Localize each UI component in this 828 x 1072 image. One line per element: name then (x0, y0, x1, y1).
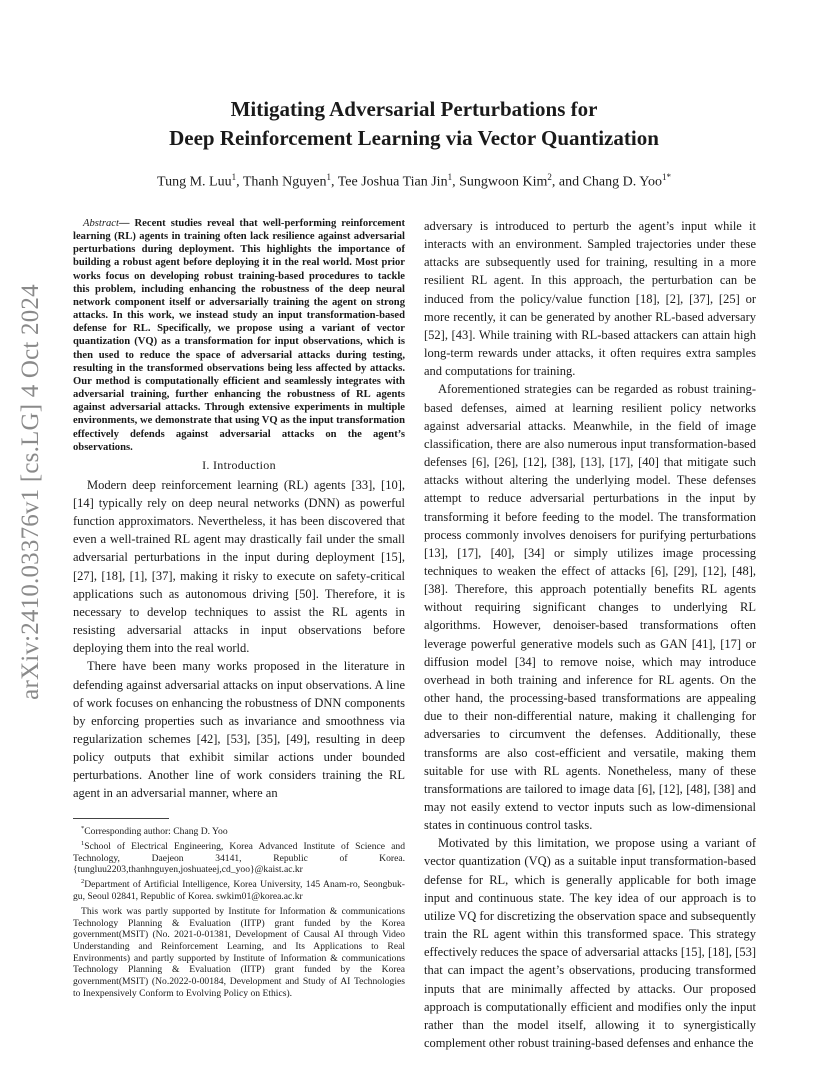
footnote-text: This work was partly supported by Institute for Information & communications Technology Planning & Evaluation (IITP) grant funded by the Korea government(MSIT) (No. 2021-0-01381, Development of Causal AI through Video Understanding and Reinforcement Learning, and Its Applications to Real Environments) and partly supported by Institute of Information & communications Technology Planning & Evaluation (IITP) grant funded by the Korea government(MSIT) (No.2022-0-00184, Development and Study of AI Technologies to Inexpensively Conform to Evolving Policy on Ethics). (73, 905, 405, 999)
footnote-text: Department of Artificial Intelligence, Korea University, 145 Anam-ro, Seongbuk-gu, Seoul 02841, Republic of Korea. swkim01@korea.ac.kr (73, 879, 405, 903)
footnote (73, 823, 405, 838)
arxiv-stamp (8, 282, 54, 702)
author-affiliation: 1* (661, 172, 671, 182)
section-heading: I. Introduction (202, 457, 276, 472)
body-paragraph: Motivated by this limitation, we propose using a variant of vector quantization (VQ) as a suitable input transformation-based defense for RL, which is generally applicable for both image input and continuous state. The key idea of our approach is to utilize VQ for discretizing the observation space and subsequently train the RL agent within this transformed space. This strategy effectively reduces the space of adversarial attacks [15], [18], [53] that can impact the agent’s observations, producing transformed inputs that are minimally affected by attacks. Our proposed approach is computationally efficient and modifies only the input rather than the model itself, allowing it to synergistically complement other robust training-based defenses and enhance the (424, 836, 756, 1051)
footnote-text: Corresponding author: Chang D. Yoo (84, 826, 228, 838)
author-list: Tung M. Luu$^1$, Thanh Nguyen$^1$, Tee Joshua Tian Jin$^1$, Sungwoon Kim$^2$, and Chang D. Yoo$^{1*}$ (157, 172, 671, 190)
footnote (73, 876, 405, 903)
author-name: Tee Joshua Tian Jin (337, 174, 448, 190)
title-line-1: Mitigating Adversarial Perturbations for (230, 97, 598, 121)
author-affiliation: 1 (326, 172, 331, 182)
footnote-mark: 2 (81, 878, 85, 886)
body-paragraph: There have been many works proposed in the literature in defending against adversarial attacks on input observations. A line of work focuses on enhancing the robustness of DNN components by enforcing properties such as invariance and smoothness via regularization schemes [42], [53], [35], [49], resulting in deep policy outputs that exhibit similar actions under bounded perturbations. Another line of work considers training the RL agent in an adversarial manner, where an (73, 659, 405, 801)
author-name: Thanh Nguyen (242, 174, 327, 190)
author-affiliation: 2 (547, 172, 552, 182)
abstract (73, 217, 405, 454)
footnote-mark: * (81, 825, 85, 832)
body-paragraph: Aforementioned strategies can be regarded as robust training-based defenses, aimed at learning resilient policy networks against adversarial attacks. Meanwhile, in the field of image classification, there are also numerous input transformation-based defenses [6], [26], [12], [38], [13], [17], [40] that mitigate such attacks without altering the underlying model. These defenses attempt to reduce adversarial perturbations in the input by transforming it before feeding to the model. The transformation process commonly involves denoisers for purifying perturbations [13], [17], [40], [34] or simply utilizes image processing techniques to weaken the effect of attacks [6], [29], [12], [48], [38]. Therefore, this approach potentially benefits RL agents without requiring significant changes to underlying RL algorithms. However, denoiser-based transformations often leverage powerful generative models such as GAN [41], [17] or diffusion model [34] to remove noise, which may introduce overhead in both training and inference for RL agents. On the other hand, the processing-based transformations are appealing due to their non-differential nature, making it challenging for adversaries to circumvent the defenses. Additionally, these transforms are also cost-efficient and versatile, making them suitable for use with RL agents. Nonetheless, many of these transformations are tailored to image data [6], [12], [48], [38] and may not easily extend to vector inputs such as low-dimensional states in continuous control tasks. (424, 382, 756, 833)
footnote (73, 903, 405, 1000)
left-column (73, 217, 405, 803)
author-name: Chang D. Yoo (582, 174, 662, 190)
body-paragraph: adversary is introduced to perturb the agent’s input while it interacts with an environment. Sampled trajectories under these attacks are subsequently used for training, resulting in a more resilient RL agent. In this approach, the perturbation can be induced from the policy/value function [18], [2], [37], [25] or more recently, it can be generated by another RL-based adversary [52], [43]. While training with RL-based attackers can attain high long-term rewards under attacks, it often requires extra samples and computations for training. (424, 219, 756, 379)
arxiv-id: arXiv:2410.03376v1 [cs.LG] 4 Oct 2024 (17, 284, 45, 700)
footnote-divider (73, 818, 169, 819)
footnote-text: School of Electrical Engineering, Korea Advanced Institute of Science and Technology, Daejeon 34141, Republic of Korea. {tungluu2203,thanhnguyen,joshuateej,cd_yoo}@kaist.ac.kr (73, 841, 405, 876)
author-affiliation: 1 (447, 172, 453, 182)
title-line-2: Deep Reinforcement Learning via Vector Quantization (169, 126, 659, 150)
abstract-label: Abstract (83, 218, 119, 229)
author-name: Sungwoon Kim (459, 174, 548, 190)
footnotes (73, 818, 405, 1000)
author-name: Tung M. Luu (157, 174, 232, 190)
footnote (73, 838, 405, 876)
body-paragraph: Modern deep reinforcement learning (RL) agents [33], [10], [14] typically rely on deep neural networks (DNN) as powerful function approximators. Nevertheless, it has been discovered that even a well-trained RL agent may drastically fail under the small adversarial perturbations in the input during deployment [15], [27], [18], [1], [37], making it risky to execute on safety-critical applications such as autonomous driving [50]. Therefore, it is necessary to develop techniques to assist the RL agents in resisting adversarial attacks in input observations before deploying them into the real world. (73, 477, 405, 656)
author-affiliation: 1 (231, 172, 237, 182)
right-column (424, 217, 756, 1052)
paper-title (70, 95, 758, 153)
footnote-mark: 1 (81, 839, 85, 847)
abstract-text: — Recent studies reveal that well-performing reinforcement learning (RL) agents in training often lack resilience against adversarial perturbations during deployment. This highlights the importance of building a robust agent before deploying it in the real world. Most prior works focus on developing robust training-based procedures to tackle this problem, including enhancing the robustness of the deep neural network component itself or adversarially training the agent on strong attacks. In this work, we instead study an input transformation-based defense for RL. Specifically, we propose using a variant of vector quantization (VQ) as a transformation for input observations, which is then used to reduce the space of adversarial attacks during testing, resulting in the transformed observations being less affected by attacks. Our method is computationally efficient and seamlessly integrates with adversarial training, further enhancing the robustness of RL agents against adversarial attacks. Through extensive experiments in multiple environments, we demonstrate that using VQ as the input transformation effectively defends against adversarial attacks on the agent’s observations. (73, 218, 405, 453)
